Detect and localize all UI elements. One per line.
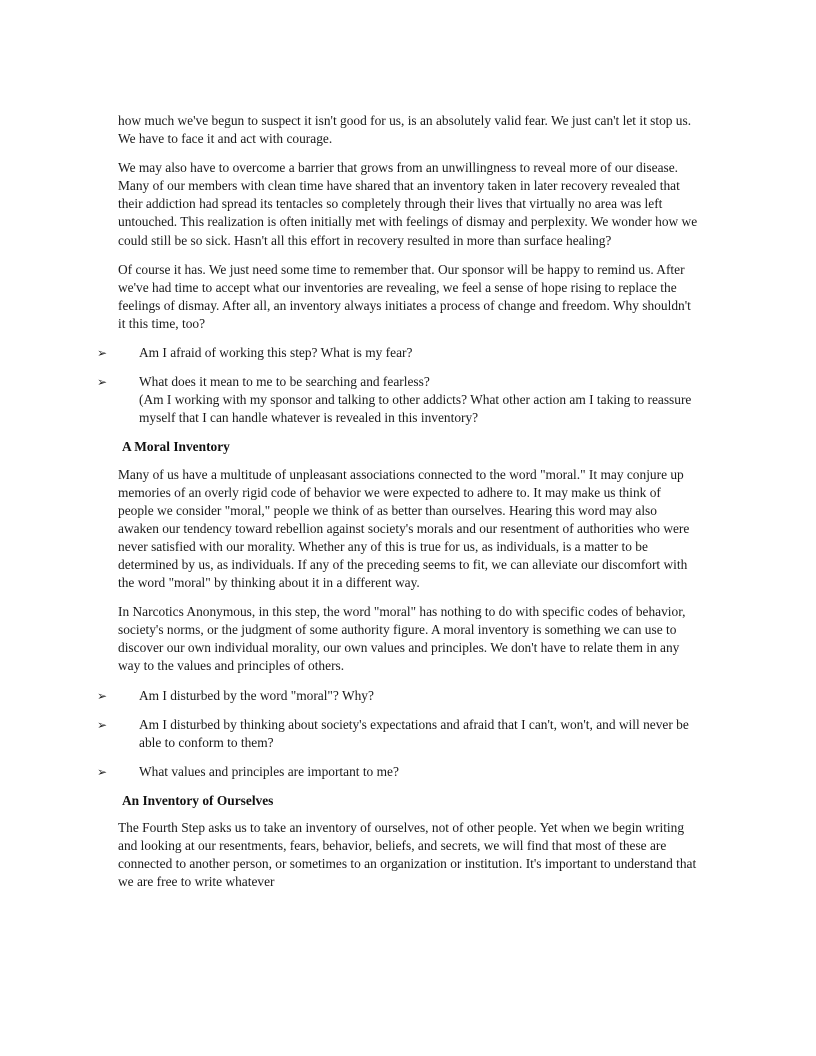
section-heading-inventory-of-ourselves: An Inventory of Ourselves xyxy=(122,792,274,808)
arrowhead-bullet-icon: ➢ xyxy=(97,717,108,732)
arrowhead-bullet-icon: ➢ xyxy=(97,764,108,779)
question-text: Am I disturbed by thinking about society's expectations and afraid that I can't, won't, and will never be able to conform to them? xyxy=(139,716,689,750)
question-text: What does it mean to me to be searching and fearless? xyxy=(139,374,430,390)
list-item xyxy=(97,716,698,752)
paragraph-moral-associations: Many of us have a multitude of unpleasant associations connected to the word "moral." It may conjure up memories of an overly rigid code of behavior we were expected to adhere to. It may make us think of people we consider "moral," people we think of as better than ourselves. Hearing this word may also awaken our tendency toward rebellion against society's morals and our resentment of authorities who were never satisfied with our morality. Whether any of this is true for us, as individuals, is a matter to be determined by us, as individuals. If any of the preceding seems to fit, we can alleviate our discomfort with the word "moral" by thinking about it in a different way. xyxy=(118,466,690,591)
list-item xyxy=(97,344,698,362)
section-heading-moral-inventory: A Moral Inventory xyxy=(122,439,230,455)
paragraph-of-course: Of course it has. We just need some time to remember that. Our sponsor will be happy to remind us. After we've had time to accept what our inventories are revealing, we feel a sense of hope rising to replace the feelings of dismay. After all, an inventory always initiates a process of change and freedom. Why shouldn't it this time, too? xyxy=(118,261,691,331)
question-list-fear xyxy=(97,344,698,427)
paragraph-barrier: We may also have to overcome a barrier that grows from an unwillingness to reveal more of our disease. Many of our members with clean time have shared that an inventory taken in later recovery revealed that their addiction had spread its tentacles so completely through their lives that virtually no area was left untouched. This realization is often initially met with feelings of dismay and perplexity. We wonder how we could still be so sick. Hasn't all this effort in recovery resulted in more than surface healing? xyxy=(118,160,698,248)
arrowhead-bullet-icon: ➢ xyxy=(97,688,108,703)
paragraph-continuation: how much we've begun to suspect it isn't good for us, is an absolutely valid fear. We just can't let it stop us. We have to face it and act with courage. xyxy=(118,113,692,147)
document-text-column xyxy=(97,112,698,902)
arrowhead-bullet-icon: ➢ xyxy=(97,375,108,390)
question-text: What values and principles are important to me? xyxy=(139,763,399,779)
list-item xyxy=(97,763,698,781)
question-list-moral xyxy=(97,687,698,781)
arrowhead-bullet-icon: ➢ xyxy=(97,346,108,361)
question-text: Am I disturbed by the word "moral"? Why? xyxy=(139,687,374,703)
question-text: Am I afraid of working this step? What is my fear? xyxy=(139,345,413,361)
paragraph-fourth-step: The Fourth Step asks us to take an inventory of ourselves, not of other people. Yet when we begin writing and looking at our resentments, fears, behavior, beliefs, and secrets, we will find that most of these are connected to another person, or sometimes to an organization or institution. It's important to understand that we are free to write whatever xyxy=(118,820,697,890)
list-item xyxy=(97,687,698,705)
paragraph-narcotics-anonymous: In Narcotics Anonymous, in this step, the word "moral" has nothing to do with specific codes of behavior, society's norms, or the judgment of some authority figure. A moral inventory is something we can use to discover our own individual morality, our own values and principles. We don't have to relate them in any way to the values and principles of others. xyxy=(118,604,686,674)
list-item xyxy=(97,373,698,427)
question-subtext: (Am I working with my sponsor and talking to other addicts? What other action am I taking to reassure myself that I can handle whatever is revealed in this inventory? xyxy=(139,392,692,426)
